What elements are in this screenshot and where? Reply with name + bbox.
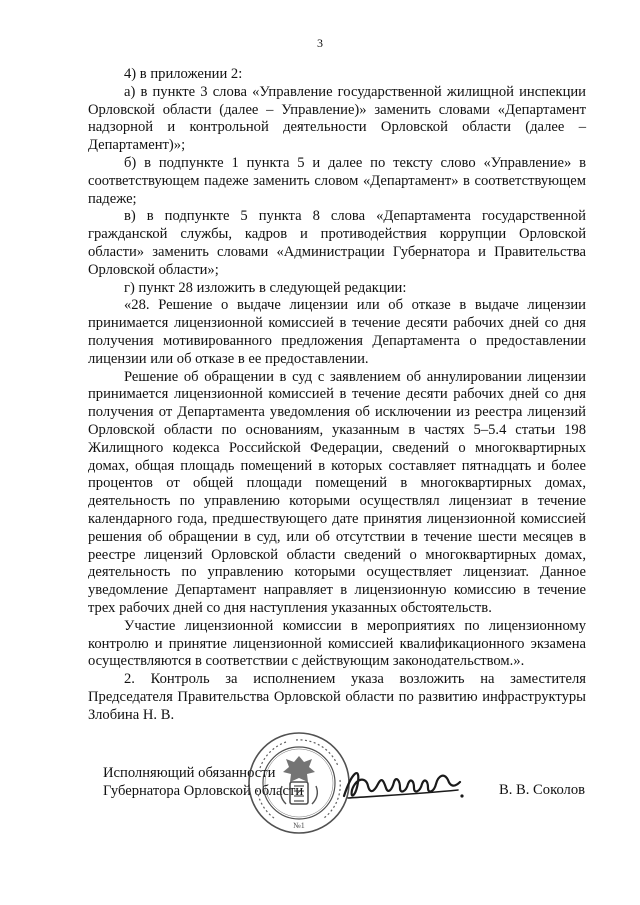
paragraph-item-4v: в) в подпункте 5 пункта 8 слова «Департамента государственной гражданской службы, кадров и противодействия коррупции Орловской области» заменить словами «Администрации Губернатора и Правительства Орловской области»; xyxy=(88,208,586,278)
handwritten-signature-icon xyxy=(338,752,468,812)
signer-title-line-2: Губернатора Орловской области xyxy=(103,783,304,799)
svg-text:№1: №1 xyxy=(293,821,305,830)
page-number: 3 xyxy=(317,36,323,50)
signer-title-line-1: Исполняющий обязанности xyxy=(103,765,276,781)
paragraph-item-4g: г) пункт 28 изложить в следующей редакции: xyxy=(124,279,407,296)
signature-block xyxy=(0,728,640,838)
paragraph-item-4a: а) в пункте 3 слова «Управление государственной жилищной инспекции Орловской области (далее – Управление)» заменить словами «Департамент надзорной и контрольной деятельности Орловской области (далее – Департамент)»; xyxy=(88,83,586,154)
official-seal-icon xyxy=(246,730,352,836)
signer-name: В. В. Соколов xyxy=(499,782,586,798)
paragraph-item-4: 4) в приложении 2: xyxy=(124,66,243,82)
paragraph-participation: Участие лицензионной комиссии в мероприятиях по лицензионному контролю и принятие лицензионной комиссией квалификационного экзамена осуществляются в соответствии с действующим законодательством.». xyxy=(88,617,586,670)
paragraph-item-4b: б) в подпункте 1 пункта 5 и далее по тексту слово «Управление» в соответствующем падеже заменить словом «Департамент» в соответствующем падеже; xyxy=(88,154,586,207)
paragraph-point-28: «28. Решение о выдаче лицензии или об отказе в выдаче лицензии принимается лицензионной комиссией в течение десяти рабочих дней со дня получения мотивированного предложения Департамента о предоставлении лицензии или об отказе в ее предоставлении. xyxy=(88,297,586,367)
paragraph-annulment: Решение об обращении в суд с заявлением об аннулировании лицензии принимается лицензионной комиссией в течение десяти рабочих дней со дня получения от Департамента уведомления об исключении из реестра лицензий Орловской области по основаниям, указанным в частях 5–5.4 статьи 198 Жилищного кодекса Российской Федерации, сведений о многоквартирных домах, общая площадь помещений в которых составляет пятнадцать и более процентов от общей площади помещений в многоквартирных домах, деятельность по управлению которыми осуществлял лицензиат в течение календарного года, предшествующего дате принятия лицензионной комиссией решения об обращении в суд, или об отсутствии в течение шести месяцев в реестре лицензий Орловской области сведений о многоквартирных домах, деятельность по управлению которыми осуществляет лицензиат. Данное уведомление Департамент направляет в лицензионную комиссию в течение трех рабочих дней со дня наступления указанных обстоятельств. xyxy=(88,368,586,616)
paragraph-control: 2. Контроль за исполнением указа возложить на заместителя Председателя Правительства Орловской области по развитию инфраструктуры Злобина Н. В. xyxy=(88,671,586,723)
document-body xyxy=(88,66,586,724)
